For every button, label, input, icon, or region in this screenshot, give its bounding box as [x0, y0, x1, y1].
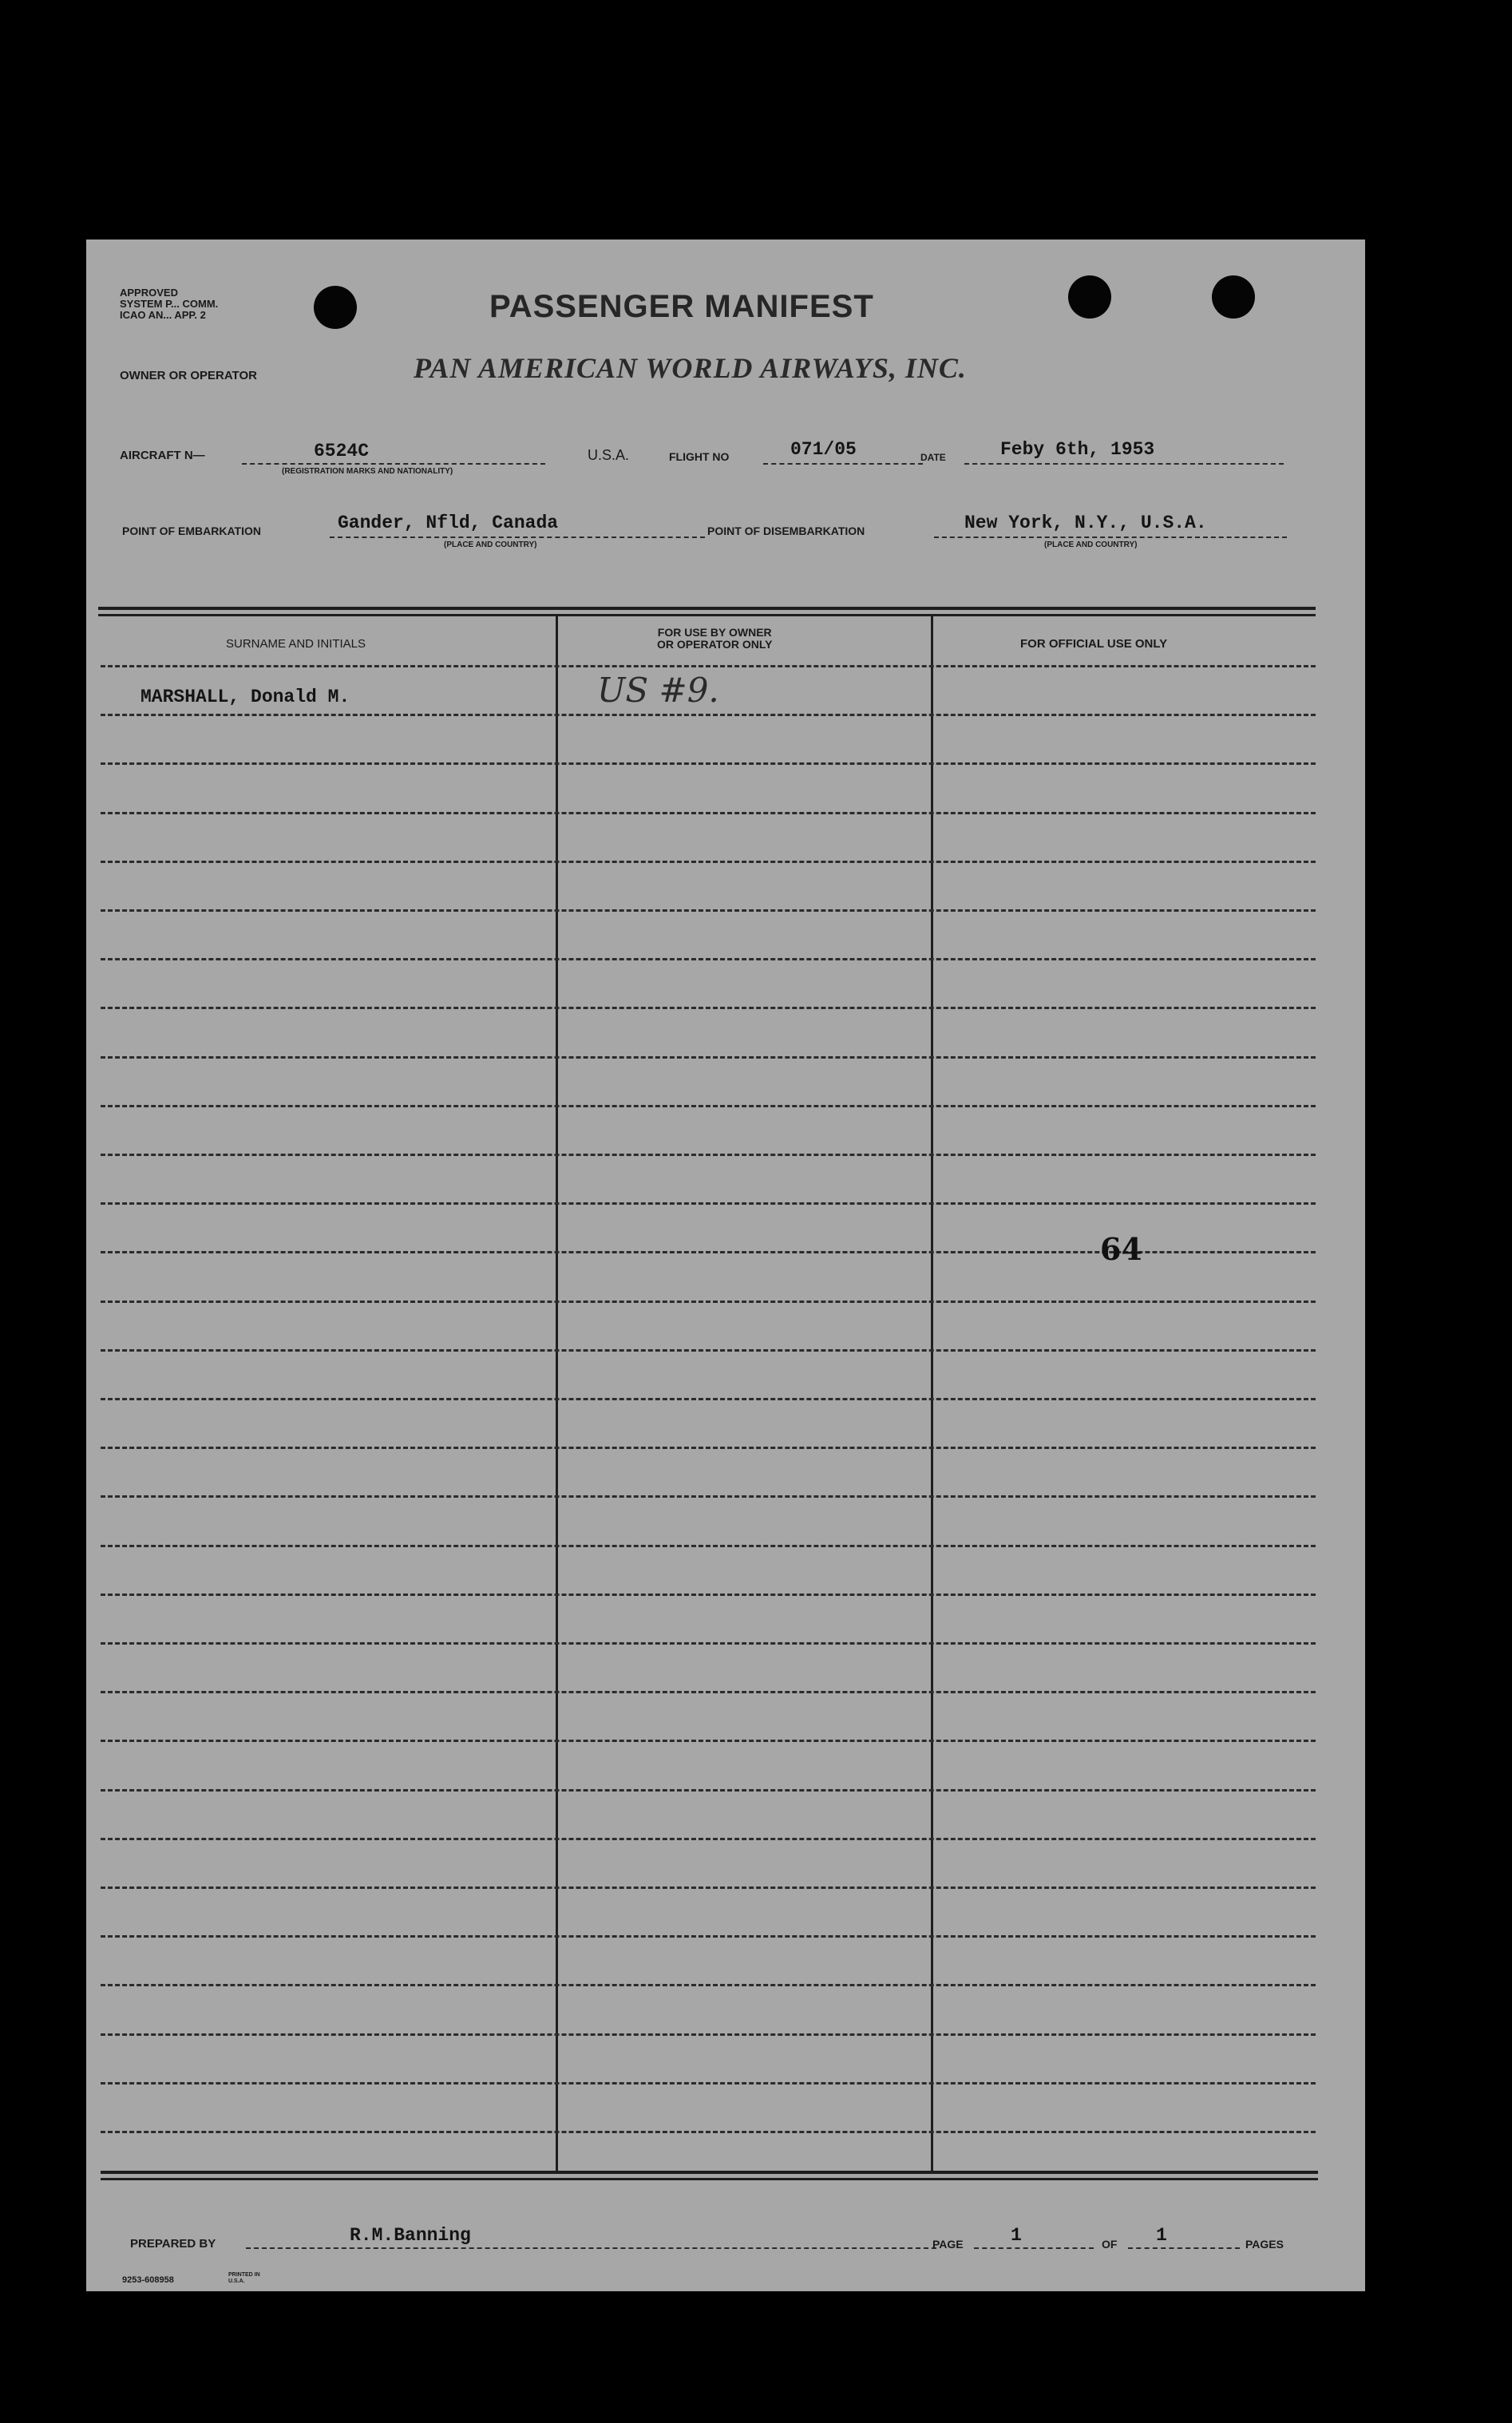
disembark-label: POINT OF DISEMBARKATION: [707, 525, 865, 537]
stamp-number: 64: [1100, 1231, 1142, 1267]
page-number: 1: [1011, 2225, 1022, 2246]
row-line: [101, 714, 1316, 716]
form-title: PASSENGER MANIFEST: [489, 289, 874, 324]
usa-label: U.S.A.: [588, 447, 630, 463]
row-line: [101, 2033, 1316, 2036]
passenger-name: MARSHALL, Donald M.: [141, 687, 350, 707]
row-line: [101, 1789, 1316, 1792]
punch-hole: [1212, 275, 1255, 319]
row-line: [101, 909, 1316, 912]
of-label: OF: [1102, 2238, 1118, 2251]
row-line: [101, 1495, 1316, 1498]
row-line: [101, 762, 1316, 765]
row-line: [101, 665, 1316, 667]
column-divider: [556, 615, 558, 2172]
row-line: [101, 1154, 1316, 1156]
total-pages: 1: [1156, 2225, 1167, 2246]
flight-label: FLIGHT NO: [669, 450, 730, 463]
table-top-rule: [98, 607, 1316, 610]
row-line: [101, 1838, 1316, 1840]
row-line: [101, 958, 1316, 960]
flight-number: 071/05: [790, 439, 857, 460]
page-label: PAGE: [932, 2238, 964, 2251]
row-line: [101, 1447, 1316, 1449]
printed-note: PRINTED IN U.S.A.: [228, 2272, 260, 2284]
registration-note: (REGISTRATION MARKS AND NATIONALITY): [282, 467, 453, 476]
row-line: [101, 1398, 1316, 1400]
handwritten-note: US #9.: [597, 671, 719, 710]
row-line: [101, 1105, 1316, 1107]
disembark-place-note: (PLACE AND COUNTRY): [1044, 540, 1138, 549]
embark-value: Gander, Nfld, Canada: [338, 513, 559, 533]
row-line: [101, 1935, 1316, 1938]
aircraft-label: AIRCRAFT N—: [120, 449, 205, 462]
owner-name: PAN AMERICAN WORLD AIRWAYS, INC.: [414, 352, 967, 384]
row-line: [101, 1740, 1316, 1742]
bleed-through-text: [112, 829, 599, 848]
row-line: [101, 1642, 1316, 1645]
aircraft-number: 6524C: [314, 441, 370, 461]
pages-label: PAGES: [1245, 2238, 1284, 2251]
prepared-label: PREPARED BY: [130, 2237, 216, 2251]
embark-place-note: (PLACE AND COUNTRY): [444, 540, 537, 549]
row-line: [101, 1007, 1316, 1009]
manifest-page: [86, 240, 1365, 2291]
approval-note: APPROVED SYSTEM P... COMM. ICAO AN... APP. 2: [120, 287, 219, 321]
punch-hole: [314, 286, 357, 329]
row-line: [101, 2082, 1316, 2084]
row-line: [101, 1349, 1316, 1352]
punch-hole: [1068, 275, 1111, 319]
column-header-surname: SURNAME AND INITIALS: [226, 637, 366, 651]
row-line: [101, 861, 1316, 863]
date-value: Feby 6th, 1953: [1000, 439, 1155, 460]
row-line: [101, 1887, 1316, 1889]
row-line: [101, 2131, 1316, 2133]
form-number: 9253-608958: [122, 2275, 174, 2285]
row-line: [101, 812, 1316, 814]
row-line: [101, 1056, 1316, 1059]
row-line: [101, 1301, 1316, 1303]
column-divider: [931, 615, 933, 2172]
row-line: [101, 1202, 1316, 1205]
embark-label: POINT OF EMBARKATION: [122, 525, 261, 537]
row-line: [101, 1545, 1316, 1547]
table-bottom-rule: [101, 2178, 1318, 2180]
prepared-by: R.M.Banning: [350, 2225, 471, 2246]
column-header-official: FOR OFFICIAL USE ONLY: [1020, 637, 1168, 651]
column-header-operator: FOR USE BY OWNER OR OPERATOR ONLY: [657, 626, 773, 651]
row-line: [101, 1594, 1316, 1596]
table-bottom-rule: [101, 2171, 1318, 2174]
date-label: DATE: [920, 452, 946, 463]
row-line: [101, 1691, 1316, 1693]
row-line: [101, 1984, 1316, 1986]
table-top-rule: [98, 614, 1316, 616]
disembark-value: New York, N.Y., U.S.A.: [964, 513, 1207, 533]
owner-label: OWNER OR OPERATOR: [120, 369, 257, 382]
